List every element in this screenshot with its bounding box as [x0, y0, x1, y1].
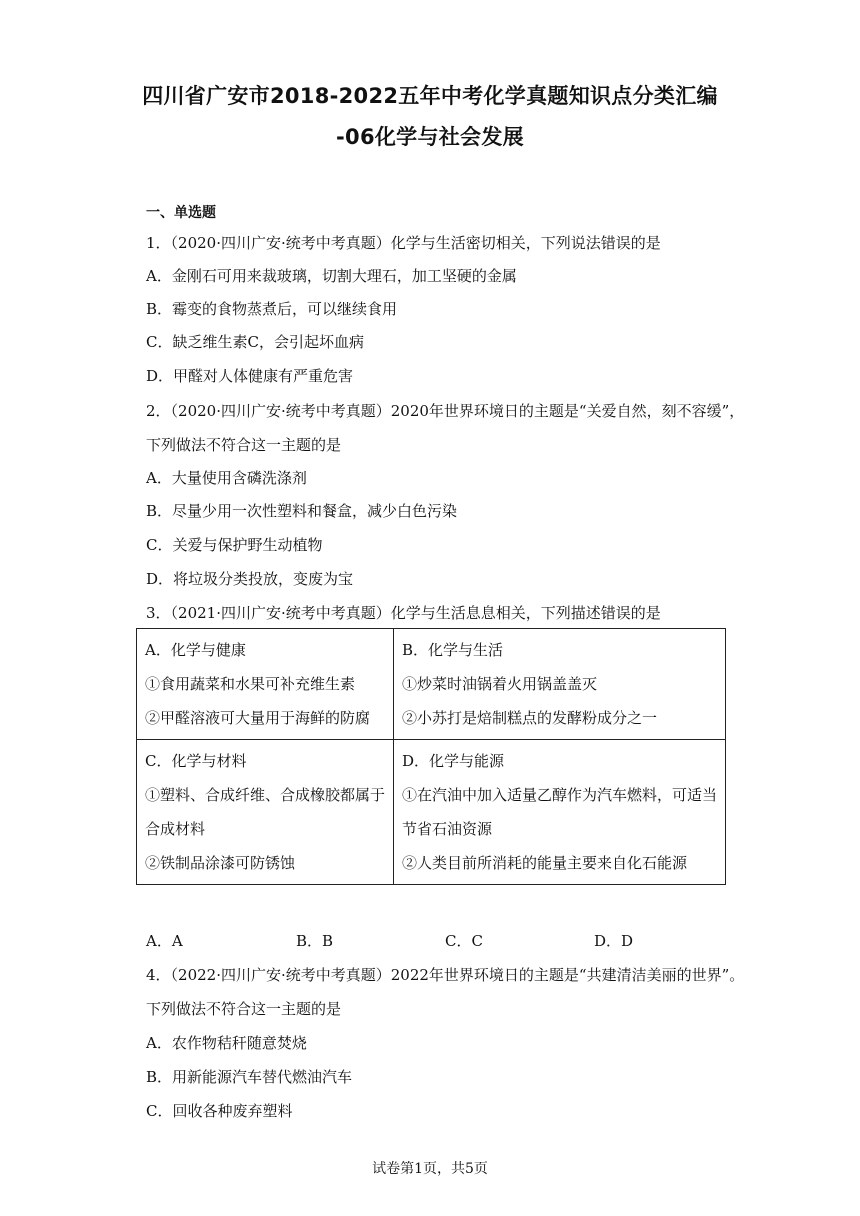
question-2-option-c: C．关爱与保护野生动植物	[146, 536, 323, 554]
question-4-option-c: C．回收各种废弃塑料	[146, 1102, 293, 1120]
cell-c-item1: ①塑料、合成纤维、合成橡胶都属于	[145, 786, 386, 804]
question-3-stem: 3．（2021·四川广安·统考中考真题）化学与生活息息相关，下列描述错误的是	[146, 604, 661, 622]
question-3-choice-b: B．B	[296, 932, 334, 950]
question-4-stem-line2: 下列做法不符合这一主题的是	[146, 1000, 342, 1018]
question-4-stem-line1: 4．（2022·四川广安·统考中考真题）2022年世界环境日的主题是“共建清洁美丽的世界”。	[146, 966, 745, 984]
cell-d-item1-cont: 节省石油资源	[402, 820, 493, 838]
table-row	[137, 740, 726, 885]
question-3-choice-c: C．C	[445, 932, 483, 950]
table-cell-c	[137, 740, 394, 885]
question-1-option-c: C．缺乏维生素C，会引起坏血病	[146, 333, 364, 351]
table-cell-b	[394, 629, 726, 740]
question-3-table	[136, 628, 726, 885]
cell-b-item1: ①炒菜时油锅着火用锅盖盖灭	[402, 675, 598, 693]
question-2-option-b: B．尽量少用一次性塑料和餐盒，减少白色污染	[146, 502, 458, 520]
page-footer: 试卷第1页，共5页	[372, 1161, 488, 1177]
document-title-line2: -06化学与社会发展	[336, 125, 524, 149]
cell-b-heading: B．化学与生活	[402, 641, 504, 659]
cell-a-item1: ①食用蔬菜和水果可补充维生素	[145, 675, 356, 693]
question-1-stem: 1．（2020·四川广安·统考中考真题）化学与生活密切相关，下列说法错误的是	[146, 234, 661, 252]
cell-c-item1-cont: 合成材料	[145, 820, 206, 838]
question-2-stem-line2: 下列做法不符合这一主题的是	[146, 436, 342, 454]
question-1-option-a: A．金刚石可用来裁玻璃，切割大理石，加工坚硬的金属	[146, 267, 517, 285]
question-1-option-d: D．甲醛对人体健康有严重危害	[146, 367, 354, 385]
cell-d-heading: D．化学与能源	[402, 752, 505, 770]
question-3-choice-a: A．A	[146, 932, 183, 950]
cell-d-item2: ②人类目前所消耗的能量主要来自化石能源	[402, 854, 688, 872]
cell-a-heading: A．化学与健康	[145, 641, 246, 659]
cell-c-heading: C．化学与材料	[145, 752, 247, 770]
question-2-option-a: A．大量使用含磷洗涤剂	[146, 469, 307, 487]
question-4-option-a: A．农作物秸秆随意焚烧	[146, 1034, 307, 1052]
question-4-option-b: B．用新能源汽车替代燃油汽车	[146, 1068, 353, 1086]
question-3-choice-d: D．D	[594, 932, 634, 950]
document-title-line1: 四川省广安市2018-2022五年中考化学真题知识点分类汇编	[142, 84, 718, 108]
table-cell-d	[394, 740, 726, 885]
section-heading: 一、单选题	[146, 205, 216, 221]
question-2-stem-line1: 2．（2020·四川广安·统考中考真题）2020年世界环境日的主题是“关爱自然，刻不容缓”，	[146, 402, 745, 420]
cell-c-item2: ②铁制品涂漆可防锈蚀	[145, 854, 296, 872]
cell-d-item1: ①在汽油中加入适量乙醇作为汽车燃料，可适当	[402, 786, 718, 804]
cell-b-item2: ②小苏打是焙制糕点的发酵粉成分之一	[402, 709, 658, 727]
question-2-option-d: D．将垃圾分类投放，变废为宝	[146, 570, 354, 588]
cell-a-item2: ②甲醛溶液可大量用于海鲜的防腐	[145, 709, 371, 727]
question-1-option-b: B．霉变的食物蒸煮后，可以继续食用	[146, 300, 398, 318]
table-row	[137, 629, 726, 740]
table-cell-a	[137, 629, 394, 740]
